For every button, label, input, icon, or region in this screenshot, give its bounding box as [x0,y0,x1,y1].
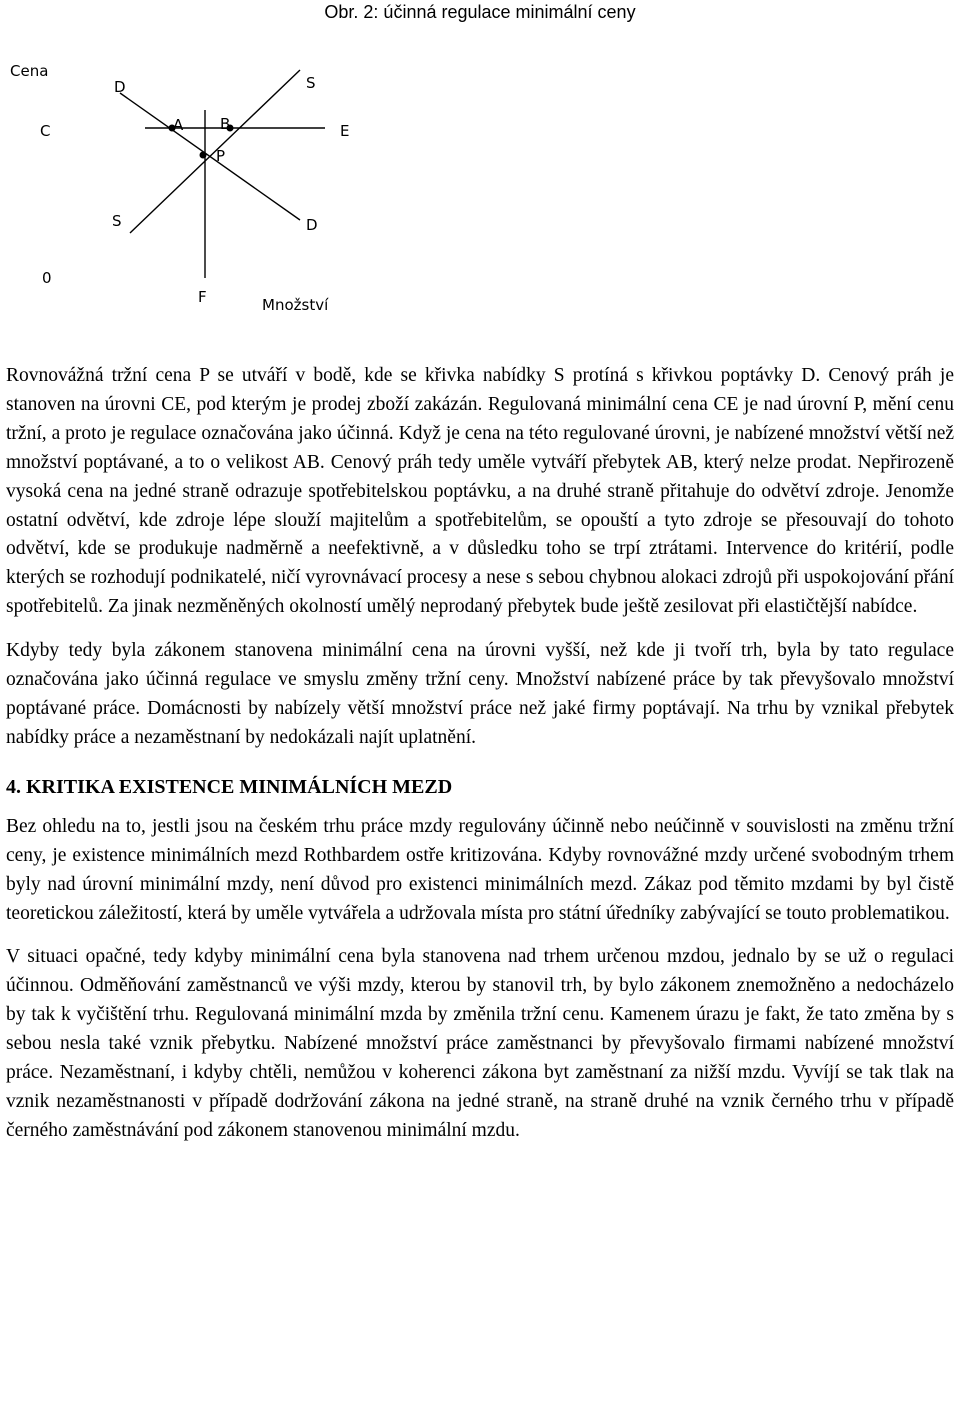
equilibrium-label: P [216,147,226,165]
section-heading: 4. KRITIKA EXISTENCE MINIMÁLNÍCH MEZD [6,775,453,798]
price-level-label: C [40,122,51,140]
origin-label: 0 [42,269,52,287]
demand-top-label: D [114,78,126,96]
figure-caption: Obr. 2: účinná regulace minimální ceny [324,2,636,22]
paragraph-market-equilibrium: Rovnovážná tržní cena P se utváří v bodě, kde se křivka nabídky S protíná s křivkou poptávky D. Cenový práh je stanoven na úrovni CE, pod kterým je prodej zboží zakázán. Regulovaná minimální cena CE je nad úrovní P, mění cenu tržní, a proto je regulace označována jako účinná. Když je cena na této regulované úrovni, je nabízené množství větší než množství poptávané, a to o velikost AB. Cenový práh tedy uměle vytváří přebytek AB, který nelze prodat. Nepřirozeně vysoká cena na jedné straně odrazuje spotřebitelskou poptávku, a na druhé straně přitahuje do odvětví zdroje. Jenomže ostatní odvětví, kde zdroje lépe slouží majitelům a spotřebitelům, se opouští a tyto zdroje se přesouvají do tohoto odvětví, kde se produkuje nadměrně a neefektivně, a v důsledku toho se trpí ztrátami. Intervence do kritérií, podle kterých se rozhodují podnikatelé, ničí vyrovnávací procesy a nese s sebou chybnou alokaci zdrojů při uspokojování přání spotřebitelů. Za jinak nezměněných okolností umělý neprodaný přebytek bude ještě zesilovat při elastičtější nabídce. [6,365,954,618]
paragraph-effective-regulation: Kdyby tedy byla zákonem stanovena minimální cena na úrovni vyšší, než kde ji tvoří trh, byla by tato regulace označována jako účinná regulace ve smyslu změny tržní ceny. Množství nabízené práce by tak převyšovalo množství poptávané práce. Domácnosti by nabízely větší množství práce než jaké firmy poptávají. Na trhu by vznikal přebytek nabídky práce a nezaměstnaní by nedokázali najít uplatnění. [6,640,954,748]
paragraph-critique: Bez ohledu na to, jestli jsou na českém trhu práce mzdy regulovány účinně nebo neúčinně v souvislosti na změnu tržní ceny, je existence minimálních mezd Rothbardem ostře kritizována. Kdyby rovnovážné mzdy určené svobodným trhem byly nad úrovní minimální mzdy, není důvod pro existenci minimálních mezd. Zákaz pod těmito mzdami by byl čistě teoretickou záležitostí, která by uměle vytvářela a udržovala místa pro státní úředníky zabývající se touto problematikou. [6,815,954,924]
equilibrium-marker [200,152,207,159]
demand-curve [120,93,300,220]
quantity-point-label: F [198,288,207,306]
supply-top-label: S [306,74,316,92]
paragraph-opposite-situation: V situaci opačné, tedy kdyby minimální cena byla stanovena nad trhem určenou mzdou, jednalo by se už o regulaci účinnou. Odměňování zaměstnanců ve výši mzdy, kterou by stanovil trh, by bylo zákonem znemožněno a nedocházelo by tak k vyčištění trhu. Regulovaná minimální mzda by změnila tržní cenu. Kamenem úrazu je fakt, že tato změna by s sebou nesla také vznik přebytku. Nabízené množství práce zaměstnanci by převyšovalo firmami nabízené množství práce. Nezaměstnaní, i kdyby chtěli, nemůžou v koherenci zákona byt zaměstnaní za nižší mzdu. Vyvíjí se tak tlak na vznik nezaměstnanosti v případě dodržování zákona na jedné straně, na straně druhé na vznik černého trhu v případě černého zaměstnávání pod zákonem stanovenou minimální mzdu. [6,946,954,1141]
article-body [6,362,954,1146]
point-b-label: B [220,115,231,133]
point-a-label: A [173,116,184,134]
supply-demand-diagram [0,50,360,325]
price-axis-label: Cena [10,62,49,80]
demand-bottom-label: D [306,216,318,234]
supply-curve [130,70,300,233]
supply-bottom-label: S [112,212,122,230]
quantity-axis-label: Množství [262,296,329,314]
regulated-end-label: E [340,122,350,140]
